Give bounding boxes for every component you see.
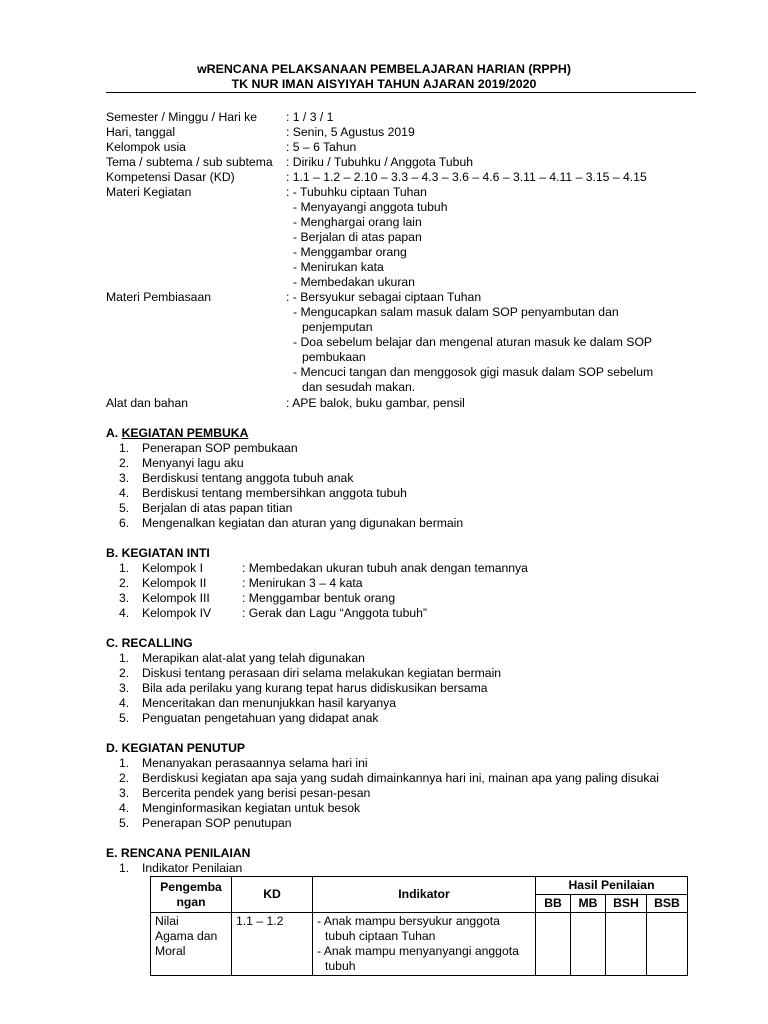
materi-kegiatan-item: - Menirukan kata (293, 260, 384, 274)
info-label-semester: Semester / Minggu / Hari ke (106, 110, 258, 124)
list-number: 2. (119, 456, 130, 470)
materi-pembiasaan-line: penjemputan (302, 320, 373, 334)
section-a-title: KEGIATAN PEMBUKA (121, 426, 249, 440)
materi-kegiatan-item: - Menggambar orang (293, 245, 407, 259)
info-label-tema: Tema / subtema / sub subtema (106, 155, 273, 169)
materi-pembiasaan-line: - Mencuci tangan dan menggosok gigi masuk dalam SOP sebelum (293, 365, 654, 379)
cell-mb (571, 913, 606, 976)
list-item: Bercerita pendek yang berisi pesan-pesan (142, 786, 371, 800)
info-label-hari: Hari, tanggal (106, 125, 176, 139)
list-number: 4. (119, 696, 130, 710)
materi-pembiasaan-first: : - Bersyukur sebagai ciptaan Tuhan (286, 290, 482, 304)
cell-bsh (606, 913, 647, 976)
list-number: 4. (119, 486, 130, 500)
title-divider (106, 92, 696, 93)
section-d-heading: D. KEGIATAN PENUTUP (106, 741, 246, 755)
cell-kd: 1.1 – 1.2 (232, 913, 313, 976)
info-value-semester: : 1 / 3 / 1 (286, 110, 334, 124)
list-number: 1. (119, 861, 130, 875)
cell-bb (536, 913, 571, 976)
header-mb: MB (571, 895, 606, 913)
group-name: Kelompok II (142, 576, 207, 590)
list-item: Penerapan SOP pembukaan (142, 441, 298, 455)
group-activity: : Menirukan 3 – 4 kata (242, 576, 363, 590)
list-number: 5. (119, 711, 130, 725)
list-number: 3. (119, 786, 130, 800)
info-label-materi-kegiatan: Materi Kegiatan (106, 185, 192, 199)
materi-pembiasaan-line: - Mengucapkan salam masuk dalam SOP penyambutan dan (293, 305, 619, 319)
materi-kegiatan-item: - Membedakan ukuran (293, 275, 415, 289)
section-c-heading: C. RECALLING (106, 636, 193, 650)
document-title-line2: TK NUR IMAN AISYIYAH TAHUN AJARAN 2019/2020 (231, 77, 537, 91)
info-value-materi-kegiatan: : - Tubuhku ciptaan Tuhan (286, 185, 427, 199)
list-item: Mengenalkan kegiatan dan aturan yang digunakan bermain (142, 516, 464, 530)
list-item: Menyanyi lagu aku (142, 456, 244, 470)
list-number: 3. (119, 681, 130, 695)
group-activity: : Menggambar bentuk orang (242, 591, 396, 605)
list-item: Penguatan pengetahuan yang didapat anak (142, 711, 379, 725)
group-name: Kelompok I (142, 561, 203, 575)
list-item: Bila ada perilaku yang kurang tepat harus didiskusikan bersama (142, 681, 488, 695)
list-item: Menceritakan dan menunjukkan hasil karyanya (142, 696, 397, 710)
list-number: 6. (119, 516, 130, 530)
header-bsh: BSH (606, 895, 647, 913)
materi-pembiasaan-line: - Doa sebelum belajar dan mengenal aturan masuk ke dalam SOP (293, 335, 653, 349)
list-item: Penerapan SOP penutupan (142, 816, 292, 830)
materi-kegiatan-item: - Menyayangi anggota tubuh (293, 200, 448, 214)
section-b-heading: B. KEGIATAN INTI (106, 546, 210, 560)
list-number: 1. (119, 561, 130, 575)
list-number: 4. (119, 801, 130, 815)
materi-pembiasaan-label: Materi Pembiasaan (106, 290, 211, 304)
header-bsb: BSB (647, 895, 688, 913)
alat-label: Alat dan bahan (106, 396, 188, 410)
list-number: 1. (119, 651, 130, 665)
list-number: 5. (119, 816, 130, 830)
materi-kegiatan-item: - Menghargai orang lain (293, 215, 422, 229)
table-row (151, 913, 688, 976)
list-number: 4. (119, 606, 130, 620)
alat-value: : APE balok, buku gambar, pensil (286, 396, 465, 410)
header-bb: BB (536, 895, 571, 913)
header-pengembangan: Pengemba ngan (151, 877, 232, 913)
header-kd: KD (232, 877, 313, 913)
info-label-kd: Kompetensi Dasar (KD) (106, 170, 235, 184)
materi-pembiasaan-line: dan sesudah makan. (302, 380, 416, 394)
list-number: 2. (119, 576, 130, 590)
list-item: Berjalan di atas papan titian (142, 501, 293, 515)
list-number: 1. (119, 441, 130, 455)
info-value-kelompok: : 5 – 6 Tahun (286, 140, 357, 154)
list-number: 5. (119, 501, 130, 515)
list-item: Diskusi tentang perasaan diri selama melakukan kegiatan bermain (142, 666, 502, 680)
list-number: 1. (119, 756, 130, 770)
list-item: Merapikan alat-alat yang telah digunakan (142, 651, 365, 665)
info-value-hari: : Senin, 5 Agustus 2019 (286, 125, 415, 139)
list-item: Berdiskusi kegiatan apa saja yang sudah dimainkannya hari ini, mainan apa yang paling disukai (142, 771, 659, 785)
header-hasil-penilaian: Hasil Penilaian (536, 877, 688, 895)
list-item: Berdiskusi tentang membersihkan anggota tubuh (142, 486, 407, 500)
group-name: Kelompok III (142, 591, 210, 605)
section-a-prefix: A. (106, 426, 122, 440)
materi-kegiatan-item: - Berjalan di atas papan (293, 230, 422, 244)
list-number: 2. (119, 771, 130, 785)
list-item: Indikator Penilaian (142, 861, 243, 875)
list-item: Menanyakan perasaannya selama hari ini (142, 756, 368, 770)
cell-pengembangan: Nilai Agama dan Moral (151, 913, 232, 976)
list-item: Berdiskusi tentang anggota tubuh anak (142, 471, 354, 485)
assessment-table (150, 876, 688, 976)
info-value-kd: : 1.1 – 1.2 – 2.10 – 3.3 – 4.3 – 3.6 – 4.6 – 3.11 – 4.11 – 3.15 – 4.15 (286, 170, 647, 184)
info-value-tema: : Diriku / Tubuhku / Anggota Tubuh (286, 155, 473, 169)
list-number: 2. (119, 666, 130, 680)
group-name: Kelompok IV (142, 606, 212, 620)
materi-pembiasaan-line: pembukaan (302, 350, 366, 364)
cell-indikator: - Anak mampu bersyukur anggota tubuh ciptaan Tuhan - Anak mampu menyanyangi anggota tubuh (313, 913, 536, 976)
header-indikator: Indikator (313, 877, 536, 913)
list-number: 3. (119, 471, 130, 485)
cell-bsb (647, 913, 688, 976)
group-activity: : Membedakan ukuran tubuh anak dengan temannya (242, 561, 528, 575)
document-title-line1: wRENCANA PELAKSANAAN PEMBELAJARAN HARIAN (RPPH) (196, 62, 572, 76)
list-number: 3. (119, 591, 130, 605)
group-activity: : Gerak dan Lagu “Anggota tubuh” (242, 606, 427, 620)
section-e-heading: E. RENCANA PENILAIAN (106, 846, 251, 860)
info-label-kelompok: Kelompok usia (106, 140, 186, 154)
list-item: Menginformasikan kegiatan untuk besok (142, 801, 361, 815)
section-a-heading (106, 426, 248, 440)
